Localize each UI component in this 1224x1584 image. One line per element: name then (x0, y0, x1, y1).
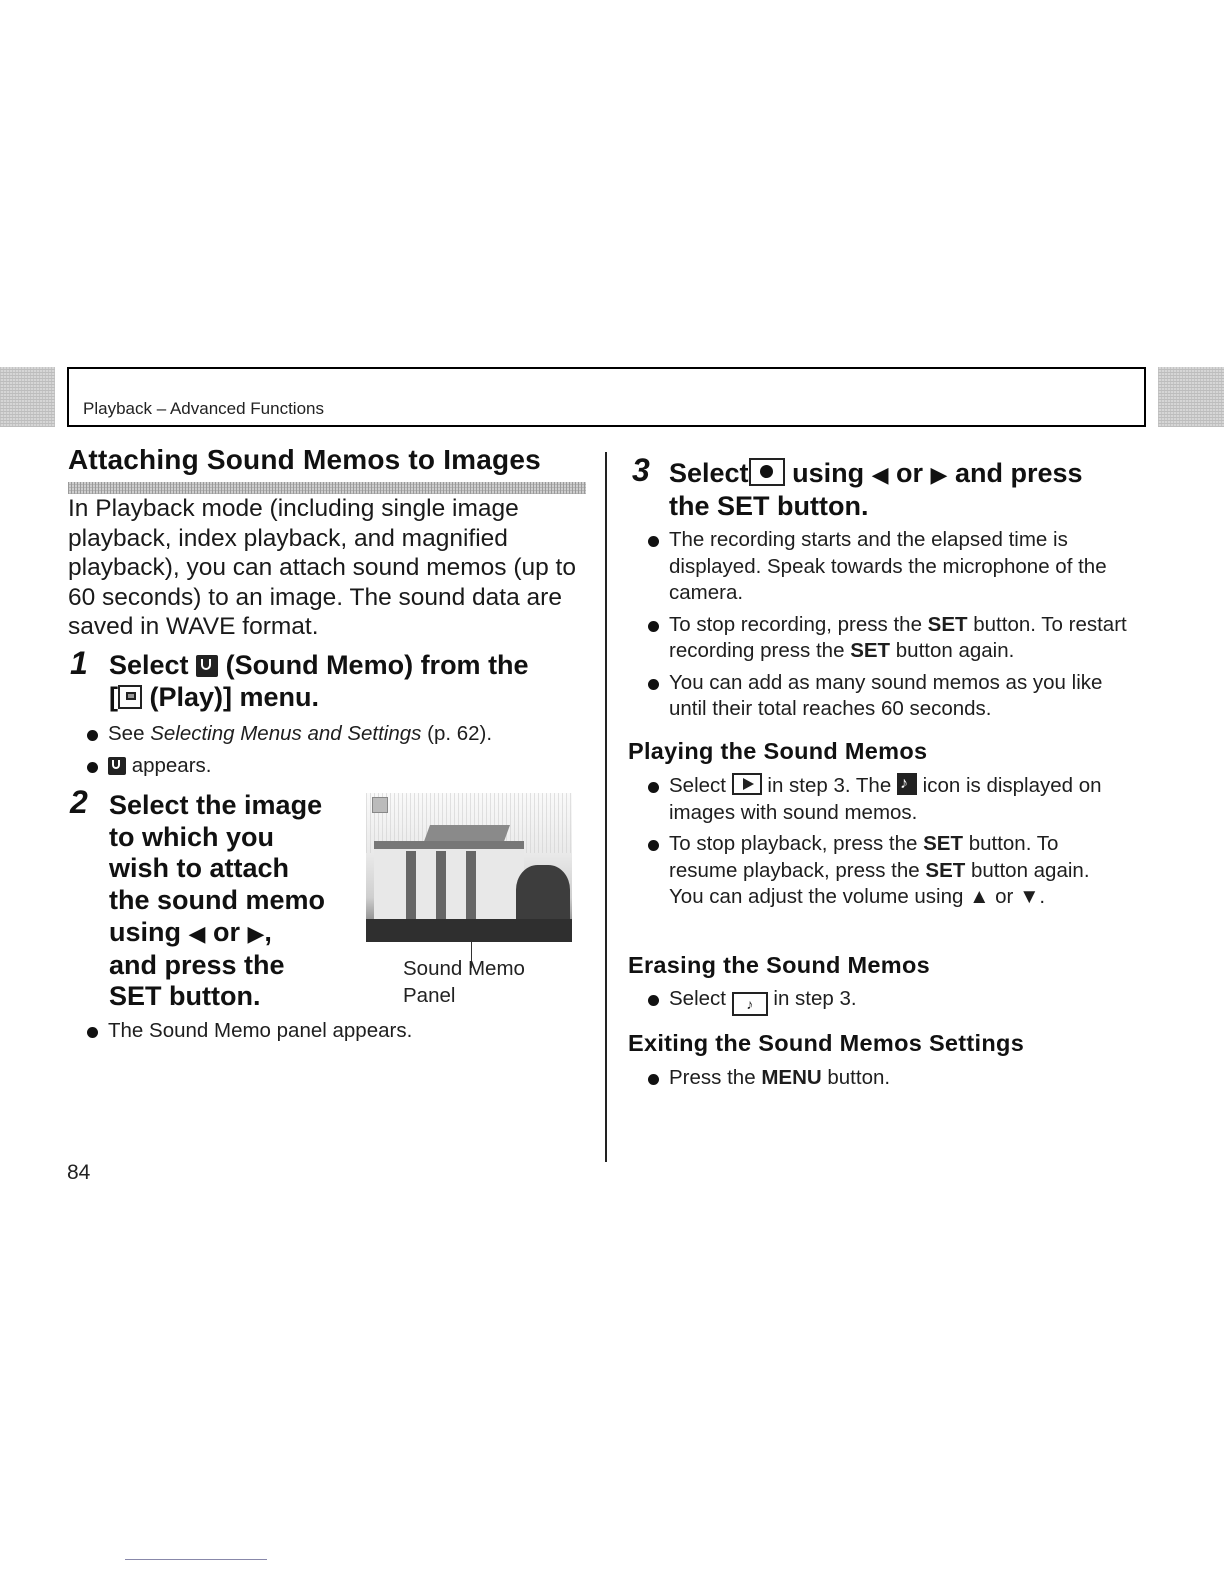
bullet-text: button. (827, 1066, 891, 1089)
bullet-text: To stop playback, press the (669, 832, 918, 855)
bottom-rule (125, 1559, 267, 1560)
list-item (648, 1065, 1128, 1092)
step-1-text-b: (Sound Memo) from the (225, 650, 529, 680)
left-tab-decoration (0, 367, 55, 427)
step-2-line: , (264, 916, 272, 947)
set-button-label: SET (925, 858, 966, 882)
bullet-text: Press the (669, 1066, 756, 1089)
step-2-heading (109, 790, 369, 1013)
step-3-text: using (792, 458, 865, 488)
page-header (67, 367, 1146, 427)
exiting-heading: Exiting the Sound Memos Settings (628, 1030, 1025, 1056)
title-underline (68, 482, 586, 494)
photo-pillar (406, 851, 416, 919)
sound-memo-note-icon (897, 773, 917, 795)
erasing-bullets (648, 986, 1128, 1021)
set-button-label: SET (923, 832, 963, 855)
callout-label (403, 955, 525, 1009)
bullet-text: or (995, 885, 1014, 908)
photo-pillar (466, 851, 476, 919)
list-item (648, 527, 1128, 607)
bullet-text: The Sound Memo panel appears. (108, 1019, 413, 1042)
step-2-line: to which you (109, 821, 274, 852)
list-item (648, 670, 1128, 723)
step-2-number: 2 (70, 784, 88, 820)
list-item (87, 721, 587, 748)
erase-icon: ♪ (732, 992, 768, 1016)
list-item (648, 612, 1128, 665)
section-title: Attaching Sound Memos to Images (68, 444, 541, 475)
step-2-line: using (109, 916, 181, 947)
header-section-label: Playback – Advanced Functions (83, 399, 324, 418)
step-1-text-c: [ (109, 681, 118, 712)
step-2-line: or (212, 916, 240, 947)
photo-pillar (436, 851, 446, 919)
list-item (87, 1018, 587, 1045)
page-number: 84 (67, 1161, 91, 1184)
left-arrow-icon: ◀ (871, 462, 889, 487)
bullet-text: The recording starts and the elapsed time is displayed. Speak towards the microphone of the camera. (669, 528, 1107, 604)
bullet-text: in step 3. (773, 987, 857, 1010)
step-1-text-d: (Play)] menu. (149, 681, 320, 712)
photo-ground (366, 919, 572, 942)
bullet-text: (p. 62). (427, 722, 493, 745)
erasing-heading: Erasing the Sound Memos (628, 952, 930, 978)
play-menu-icon (118, 685, 142, 709)
bullet-text: icon is displayed on images with sound memos. (669, 774, 1102, 824)
bullet-text: To stop recording, press the (669, 612, 922, 636)
bullet-text: in step 3. The (767, 774, 892, 797)
step-2-line: SET button. (109, 981, 261, 1012)
step-2-line: the sound memo (109, 885, 326, 916)
step-1-bullets (87, 721, 587, 784)
callout-text: Panel (403, 984, 456, 1007)
bullet-text: button again. (895, 639, 1015, 662)
step-3-number: 3 (632, 452, 650, 488)
step-3-heading (669, 458, 1149, 522)
bullet-text: button again. You can adjust the volume using (669, 858, 1090, 908)
list-item (87, 753, 587, 780)
step-1-number: 1 (70, 645, 88, 681)
step-3-text: and press (954, 458, 1083, 488)
step-3-text: Select (669, 458, 749, 488)
bullet-text: button. To restart recording press the (669, 612, 1127, 662)
bullet-text: button. To resume playback, press the (669, 832, 1059, 882)
bullet-text: See (108, 722, 145, 745)
set-button-label: SET (850, 639, 891, 662)
bullet-text: Select (669, 987, 726, 1010)
callout-text: Sound Memo (403, 957, 525, 980)
column-divider (605, 452, 607, 1162)
step-2-line: Select the image (109, 790, 323, 820)
step-3-bullets (648, 527, 1128, 728)
sound-memo-icon (196, 655, 218, 677)
exiting-bullets (648, 1065, 1128, 1097)
list-item (648, 986, 1128, 1016)
reference-link[interactable]: Selecting Menus and Settings (150, 722, 422, 745)
playing-bullets (648, 773, 1128, 916)
down-arrow-icon: ▼ (1019, 885, 1040, 908)
list-item (648, 773, 1128, 826)
up-arrow-icon: ▲ (969, 885, 990, 908)
bullet-text: Select (669, 774, 726, 797)
play-icon (732, 773, 762, 795)
left-arrow-icon: ◀ (188, 920, 206, 946)
list-item (648, 831, 1128, 911)
sound-memo-panel-screenshot (366, 793, 572, 942)
photo-tree (516, 865, 570, 927)
bullet-text: You can add as many sound memos as you like until their total reaches 60 seconds. (669, 670, 1103, 720)
playing-heading: Playing the Sound Memos (628, 738, 928, 764)
sound-memo-icon (108, 757, 126, 775)
bullet-text: . (1039, 885, 1046, 908)
step-3-text: the SET button. (669, 490, 869, 521)
step-2-line: and press the (109, 949, 285, 980)
right-arrow-icon: ▶ (247, 920, 265, 946)
record-icon (749, 458, 785, 486)
right-arrow-icon: ▶ (930, 462, 948, 487)
menu-button-label: MENU (761, 1066, 822, 1089)
right-tab-decoration (1158, 367, 1224, 427)
mic-icon (372, 797, 388, 813)
step-2-bullets (87, 1018, 587, 1050)
intro-paragraph: In Playback mode (including single image playback, index playback, and magnified playback), you can attach sound memos (up to 60 seconds) to an image. The sound data are saved in WAVE format. (68, 495, 576, 640)
set-button-label: SET (927, 612, 968, 636)
photo-building (374, 841, 524, 927)
step-2-line: wish to attach (109, 853, 290, 884)
step-3-text: or (896, 458, 924, 488)
bullet-text: appears. (131, 753, 212, 777)
step-1-heading (109, 650, 589, 713)
step-1-text-a: Select (109, 650, 189, 680)
